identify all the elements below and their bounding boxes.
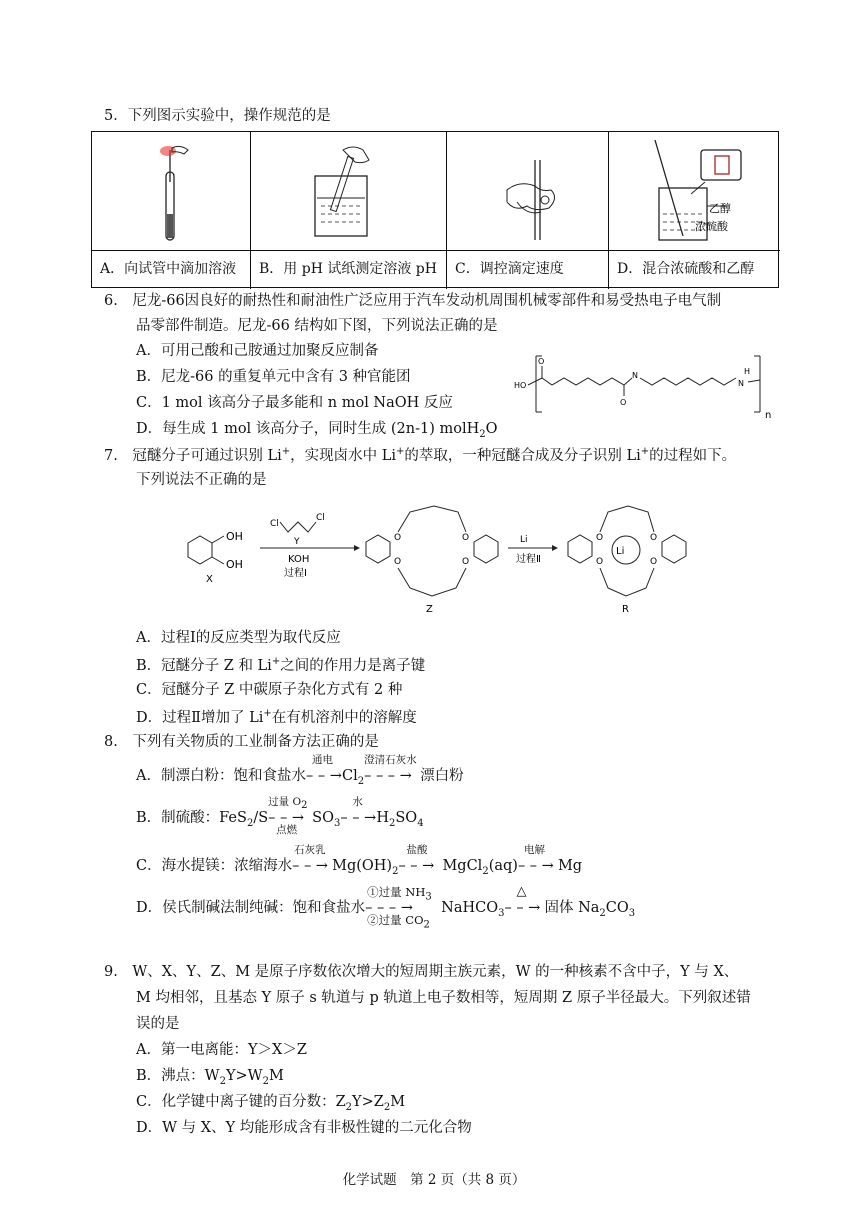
q9-b-mid: Y>W	[225, 1068, 263, 1084]
q9-option-b	[136, 1068, 284, 1088]
q8-d-pre: D．侯氏制碱法制纯碱：饱和食盐水	[136, 900, 366, 916]
q8-option-a	[136, 754, 464, 788]
ph-paper-beaker-illustration	[251, 132, 447, 250]
q8-d-sub2: 2	[599, 907, 606, 919]
q8-option-b	[136, 796, 424, 836]
q8-d-arrow2: △ – – →	[504, 884, 541, 916]
q8-b-arrow1: 过量 $O_2$ – – → 点燃	[268, 796, 308, 836]
q6-stem-line1: 6. 尼龙-66因良好的耐热性和耐油性广泛应用于汽车发动机周围机械零部件和易受热电子电气制	[104, 293, 722, 309]
q9-b-sub1: 2	[219, 1075, 226, 1087]
q8-c-arrow1: 石灰乳 – – →	[292, 844, 328, 874]
q9-stem-line1: 9. W、X、Y、Z、M 是原子序数依次增大的短周期主族元素，W 的一种核素不含中子，Y 与 X、	[104, 964, 739, 980]
q8-b-pre: B．制硫酸：FeS	[136, 810, 247, 826]
q8-c-arrow1-label: 石灰乳	[294, 844, 326, 856]
q8-d-mid: NaHCO	[441, 900, 499, 916]
reagent-cl-right: Cl	[316, 513, 325, 523]
q8-c-arrow2-label: 盐酸	[406, 844, 428, 856]
nylon-n-subscript: n	[765, 410, 772, 420]
q7-stem-c: 的萃取，一种冠醚合成及分子识别 Li	[404, 447, 641, 464]
reagent-y: Y	[294, 537, 300, 547]
q8-b-post2: SO	[395, 810, 418, 826]
q8-a-sub: 2	[357, 775, 365, 787]
q6-d-post: O	[485, 421, 498, 437]
q7-sup2: +	[395, 446, 405, 457]
q8-b-arrow1-sub: 2	[301, 800, 308, 812]
q7-stem-b: ，实现卤水中 Li	[290, 447, 396, 464]
q7-option-b	[136, 656, 425, 675]
q8-b-arrow2-label: 水	[352, 796, 363, 808]
q9-c-sub2: 2	[383, 1101, 391, 1113]
nylon-ho: HO	[514, 381, 527, 390]
mixing-acid-ethanol-illustration	[609, 132, 780, 250]
nylon-o2: O	[620, 398, 627, 407]
q8-b-sub4: 4	[417, 817, 424, 829]
q9-c-sub1: 2	[345, 1101, 353, 1113]
q6-option-c: C．1 mol 该高分子最多能和 n mol NaOH 反应	[136, 395, 453, 411]
q6-stem-line2: 品零部件制造。尼龙-66 结构如下图，下列说法正确的是	[136, 318, 498, 334]
q5-stem: 5．下列图示实验中，操作规范的是	[104, 108, 331, 124]
q8-b-mid2: SO	[312, 810, 334, 826]
q8-c-arrow3: 电解 – – →	[517, 844, 554, 874]
q9-b-pre: B．沸点：W	[136, 1068, 220, 1084]
q9-c-mid: Y>Z	[352, 1094, 384, 1110]
z-o2: O	[394, 557, 402, 567]
q6-d-sub: 2	[479, 428, 486, 440]
q5-option-a: A．向试管中滴加溶液	[100, 261, 237, 277]
nylon66-structure	[508, 350, 778, 420]
q9-b-post: M	[268, 1068, 284, 1084]
q8-d-arrow1-bottom-text: ②过量 CO	[367, 913, 424, 927]
q9-option-d: D．W 与 X、Y 均能形成含有非极性键的二元化合物	[136, 1120, 472, 1136]
q8-a-arrow1: 通电 – – →	[305, 754, 342, 784]
q8-b-post: H	[376, 810, 389, 826]
q7-option-a: A．过程Ⅰ的反应类型为取代反应	[136, 630, 341, 646]
q8-b-sub2: 3	[333, 817, 341, 829]
q8-d-sub3: 3	[628, 907, 636, 919]
q8-c-arrow3-label: 电解	[523, 844, 545, 856]
q8-c-mid1: Mg(OH)	[332, 858, 393, 874]
q9-b-sub2: 2	[262, 1075, 269, 1087]
q7-d-pre: D．过程Ⅱ增加了 Li	[136, 709, 264, 726]
titration-burette-illustration	[447, 132, 609, 250]
q5-fig-d-label-ethanol: 乙醇	[709, 202, 731, 215]
q5-option-d: D．混合浓硫酸和乙醇	[617, 261, 755, 277]
q7-option-c: C．冠醚分子 Z 中碳原子杂化方式有 2 种	[136, 682, 403, 698]
z-o4: O	[462, 557, 470, 567]
q8-d-post: 固体 Na	[544, 900, 600, 916]
q8-b-arrow1-top	[268, 796, 307, 812]
q7-sup3: +	[640, 446, 650, 457]
q8-b-mid1: /S	[253, 810, 269, 826]
q7-stem-a: 7. 冠醚分子可通过识别 Li	[104, 447, 282, 464]
q6-d-text: D．每生成 1 mol 该高分子，同时生成 (2n-1) molH	[136, 421, 480, 437]
q7-b-sup: +	[271, 656, 281, 667]
q7-d-post: 在有机溶剂中的溶解度	[271, 709, 417, 726]
q8-c-mid2: MgCl	[442, 858, 483, 874]
q5-cell-c	[447, 132, 609, 289]
q7-stem-line1	[104, 446, 736, 465]
z-o3: O	[462, 533, 470, 543]
q8-a-mid: Cl	[341, 768, 358, 784]
q8-c-post: Mg	[557, 858, 583, 874]
q9-c-post: M	[390, 1094, 406, 1110]
q8-d-arrow2-label: △	[516, 884, 527, 899]
q8-a-post: 漂白粉	[420, 768, 464, 784]
test-tube-dropper-illustration	[92, 132, 251, 250]
q8-d-arrow1-bottom-sub: 2	[423, 919, 430, 931]
label-x: X	[206, 574, 213, 585]
q7-d-sup: +	[263, 708, 272, 719]
nylon-h: H	[744, 367, 751, 376]
label-r: R	[622, 604, 629, 615]
q8-c-sub1: 2	[392, 865, 399, 877]
z-o1: O	[394, 533, 402, 543]
q8-a-arrow1-label: 通电	[311, 754, 333, 766]
q8-b-sub3: 2	[389, 817, 396, 829]
q8-option-c	[136, 844, 583, 878]
q8-c-mid2b: (aq)	[488, 858, 518, 874]
q9-stem-line3: 误的是	[136, 1016, 180, 1032]
q8-d-post2: CO	[605, 900, 629, 916]
q8-b-arrow1-top-text: 过量 O	[268, 796, 302, 808]
r-o2: O	[596, 557, 604, 567]
q8-c-pre: C．海水提镁：浓缩海水	[136, 858, 293, 874]
q8-stem: 8. 下列有关物质的工业制备方法正确的是	[104, 734, 379, 750]
q8-b-arrow1-bottom: 点燃	[276, 824, 298, 836]
q7-b-post: 之间的作用力是离子键	[280, 657, 426, 674]
q8-a-arrow2-label: 澄清石灰水	[364, 754, 417, 766]
q8-d-arrow1: ①过量 $NH_3$ – – – → ②过量 $CO_2$	[365, 885, 432, 931]
reagent-li: Li	[520, 535, 528, 545]
q9-stem-line2: M 均相邻，且基态 Y 原子 s 轨道与 p 轨道上电子数相等，短周期 Z 原子半径最大。下列叙述错	[136, 990, 751, 1006]
reagent-cl-left: Cl	[270, 519, 279, 529]
x-oh-bottom: OH	[226, 558, 243, 571]
q5-cell-d	[609, 132, 780, 289]
nylon-o1: O	[538, 357, 545, 366]
q8-d-arrow1-top-text: ①过量 NH	[367, 885, 426, 899]
q6-option-d	[136, 421, 498, 441]
q7-stem-line2: 下列说法不正确的是	[136, 472, 267, 488]
q9-option-c	[136, 1094, 405, 1114]
x-oh-top: OH	[226, 530, 243, 543]
r-o3: O	[650, 533, 658, 543]
nylon-n2: N	[738, 379, 744, 388]
q5-option-c: C．调控滴定速度	[455, 261, 564, 277]
q5-option-b: B．用 pH 试纸测定溶液 pH	[259, 261, 437, 277]
q7-option-d	[136, 708, 417, 727]
process-2: 过程Ⅱ	[516, 554, 541, 565]
r-o1: O	[596, 533, 604, 543]
nylon-n1: N	[632, 371, 638, 380]
q8-c-arrow2: 盐酸 – – →	[398, 844, 435, 874]
crown-ether-scheme	[176, 498, 696, 626]
q8-b-arrow2: 水 – – →	[340, 796, 377, 826]
q8-d-sub1: 3	[498, 907, 505, 919]
q9-c-pre: C．化学键中离子键的百分数：Z	[136, 1094, 346, 1110]
q9-option-a: A．第一电离能：Y＞X＞Z	[136, 1042, 307, 1058]
q6-option-a: A．可用己酸和己胺通过加聚反应制备	[136, 343, 379, 359]
q8-a-arrow2: 澄清石灰水 – – – →	[364, 754, 417, 784]
q8-c-sub2: 2	[482, 865, 489, 877]
q7-sup1: +	[281, 446, 291, 457]
label-z: Z	[426, 604, 433, 615]
q8-d-arrow1-top	[367, 886, 432, 903]
q8-d-arrow1-top-sub: 3	[425, 891, 432, 903]
q8-a-pre: A．制漂白粉：饱和食盐水	[136, 768, 306, 784]
q8-option-d	[136, 884, 636, 931]
q6-option-b: B．尼龙-66 的重复单元中含有 3 种官能团	[136, 369, 411, 385]
q7-stem-d: 的过程如下。	[649, 447, 737, 464]
q5-figure-table	[91, 131, 779, 288]
q8-d-arrow1-bottom	[367, 914, 430, 931]
q8-b-sub1: 2	[246, 817, 254, 829]
q5-cell-a	[92, 132, 251, 289]
q7-b-pre: B．冠醚分子 Z 和 Li	[136, 657, 272, 674]
r-li-ion: Li	[616, 546, 625, 557]
reagent-koh: KOH	[288, 554, 310, 565]
r-o4: O	[650, 557, 658, 567]
q5-fig-d-label-acid: 浓硫酸	[695, 220, 728, 233]
page-footer: 化学试题 第 2 页（共 8 页）	[342, 1172, 526, 1188]
q5-cell-b	[251, 132, 447, 289]
process-1: 过程Ⅰ	[284, 568, 307, 579]
